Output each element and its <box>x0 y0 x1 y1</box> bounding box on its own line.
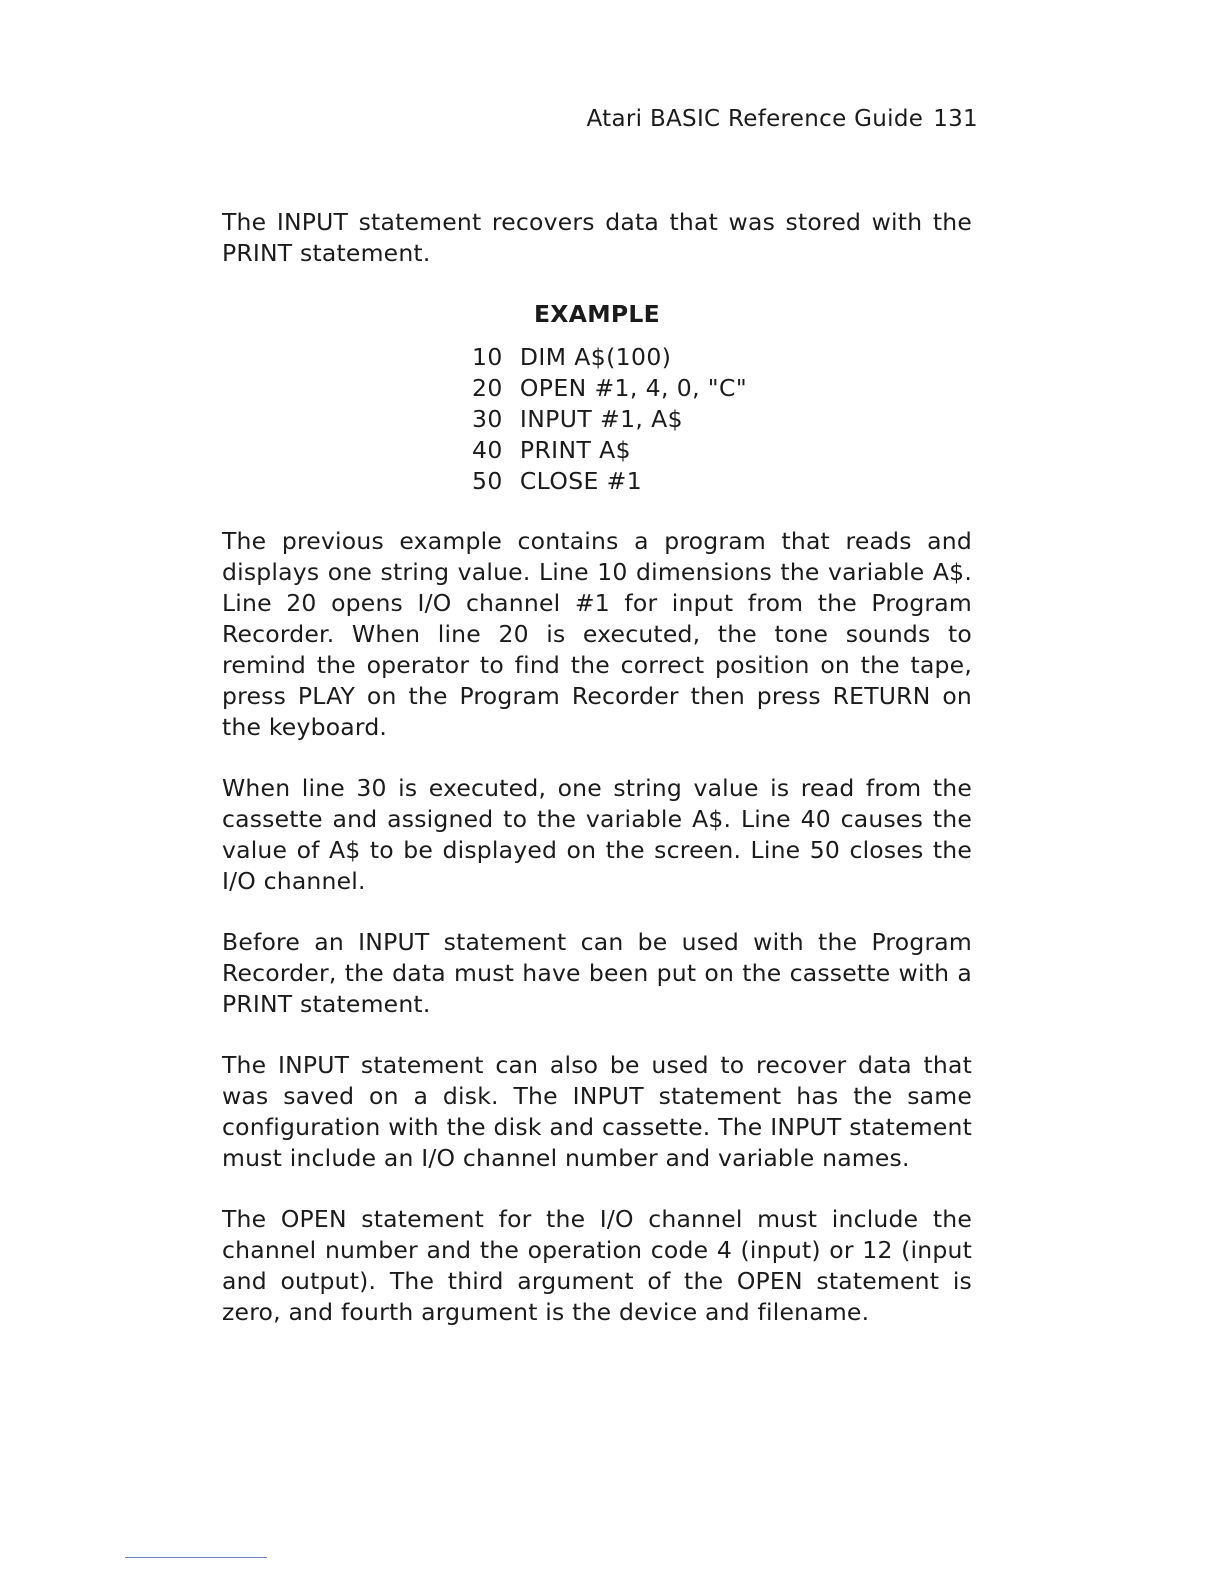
execution-paragraph: When line 30 is executed, one string value is read from the cassette and assigned to the variable A$. Line 40 causes the value of A$ to be displayed on the screen. Line 50 closes the I/O channel. <box>222 774 972 895</box>
code-statement: INPUT #1, A$ <box>519 405 683 433</box>
code-line <box>472 466 972 497</box>
code-line <box>472 435 972 466</box>
line-number: 20 <box>472 374 503 402</box>
line-number: 10 <box>472 343 503 371</box>
line-number: 50 <box>472 467 503 495</box>
code-line <box>472 373 972 404</box>
footer-rule <box>125 1557 267 1558</box>
code-example <box>472 342 972 497</box>
disk-paragraph: The INPUT statement can also be used to recover data that was saved on a disk. The INPUT statement has the same configuration with the disk and cassette. The INPUT statement must include an I/O channel number and variable names. <box>222 1051 972 1172</box>
explanation-paragraph: The previous example contains a program that reads and displays one string value. Line 10 dimensions the variable A$. Line 20 opens I/O channel #1 for input from the Program Recorder. When line 20 is executed, the tone sounds to remind the operator to find the correct position on the tape, press PLAY on the Program Recorder then press RETURN on the keyboard. <box>222 527 972 741</box>
page-number: 131 <box>933 106 978 132</box>
open-statement-paragraph: The OPEN statement for the I/O channel must include the channel number and the operation code 4 (input) or 12 (input and output). The third argument of the OPEN statement is zero, and fourth argument is the device and filename. <box>222 1205 972 1326</box>
body-text <box>222 207 972 1358</box>
code-line <box>472 342 972 373</box>
intro-paragraph: The INPUT statement recovers data that was stored with the PRINT statement. <box>222 208 972 267</box>
line-number: 30 <box>472 405 503 433</box>
header-title: Atari BASIC Reference Guide <box>586 106 924 132</box>
code-statement: PRINT A$ <box>519 436 631 464</box>
code-statement: DIM A$(100) <box>519 343 672 371</box>
line-number: 40 <box>472 436 503 464</box>
prerequisite-paragraph: Before an INPUT statement can be used with the Program Recorder, the data must have been put on the cassette with a PRINT statement. <box>222 928 972 1018</box>
running-header <box>587 106 978 132</box>
code-statement: OPEN #1, 4, 0, "C" <box>519 374 748 402</box>
example-heading: EXAMPLE <box>533 300 661 328</box>
code-line <box>472 404 972 435</box>
code-statement: CLOSE #1 <box>519 467 643 495</box>
